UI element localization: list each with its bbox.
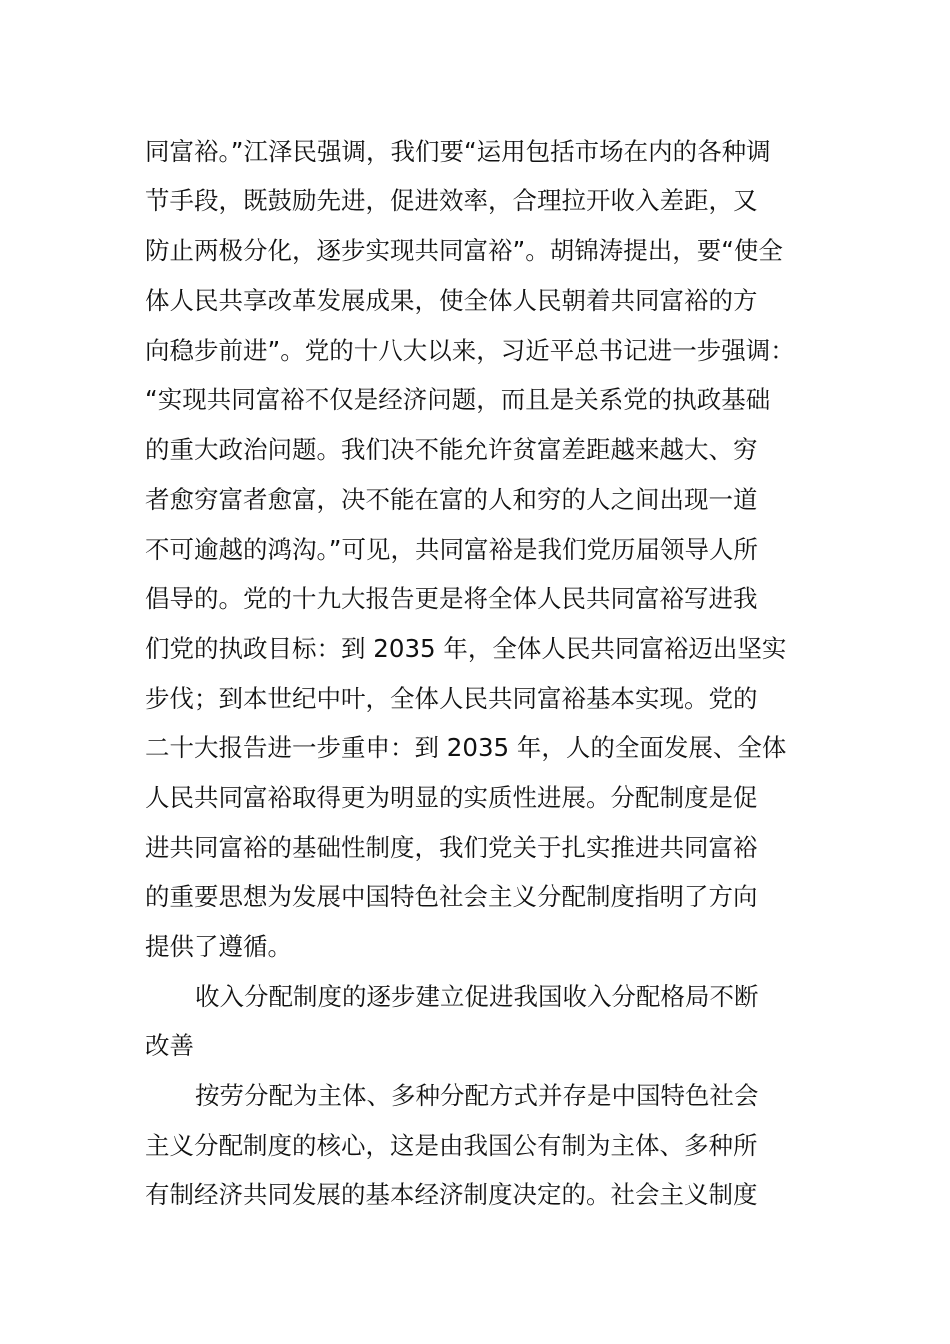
text-line: 体人民共享改革发展成果，使全体人民朝着共同富裕的方 <box>145 286 758 315</box>
text-line: 步伐；到本世纪中叶，全体人民共同富裕基本实现。党的 <box>145 684 758 713</box>
text-line: 人民共同富裕取得更为明显的实质性进展。分配制度是促 <box>145 783 758 812</box>
text-line: 有制经济共同发展的基本经济制度决定的。社会主义制度 <box>145 1180 758 1209</box>
text-line: 倡导的。党的十九大报告更是将全体人民共同富裕写进我 <box>145 584 758 613</box>
text-line: 按劳分配为主体、多种分配方式并存是中国特色社会 <box>195 1081 759 1110</box>
text-line: 向稳步前进”。党的十八大以来，习近平总书记进一步强调： <box>145 336 795 365</box>
text-line: 的重要思想为发展中国特色社会主义分配制度指明了方向 <box>145 882 758 911</box>
text-line: 主义分配制度的核心，这是由我国公有制为主体、多种所 <box>145 1131 758 1160</box>
text-line: 防止两极分化，逐步实现共同富裕”。胡锦涛提出，要“使全 <box>145 236 783 265</box>
text-line: 不可逾越的鸿沟。”可见，共同富裕是我们党历届领导人所 <box>145 535 758 564</box>
text-line: 们党的执政目标：到 2035 年，全体人民共同富裕迈出坚实 <box>145 634 787 663</box>
section-heading-line: 收入分配制度的逐步建立促进我国收入分配格局不断 <box>195 982 759 1011</box>
text-line: 节手段，既鼓励先进，促进效率，合理拉开收入差距，又 <box>145 186 758 215</box>
text-line: 进共同富裕的基础性制度，我们党关于扎实推进共同富裕 <box>145 833 758 862</box>
section-heading-line: 改善 <box>145 1031 194 1060</box>
text-line: 者愈穷富者愈富，决不能在富的人和穷的人之间出现一道 <box>145 485 758 514</box>
text-line: “实现共同富裕不仅是经济问题，而且是关系党的执政基础 <box>145 385 771 414</box>
text-line: 提供了遵循。 <box>145 932 292 961</box>
text-line: 同富裕。”江泽民强调，我们要“运用包括市场在内的各种调 <box>145 137 771 166</box>
text-line: 的重大政治问题。我们决不能允许贫富差距越来越大、穷 <box>145 435 758 464</box>
text-line: 二十大报告进一步重申：到 2035 年，人的全面发展、全体 <box>145 733 787 762</box>
